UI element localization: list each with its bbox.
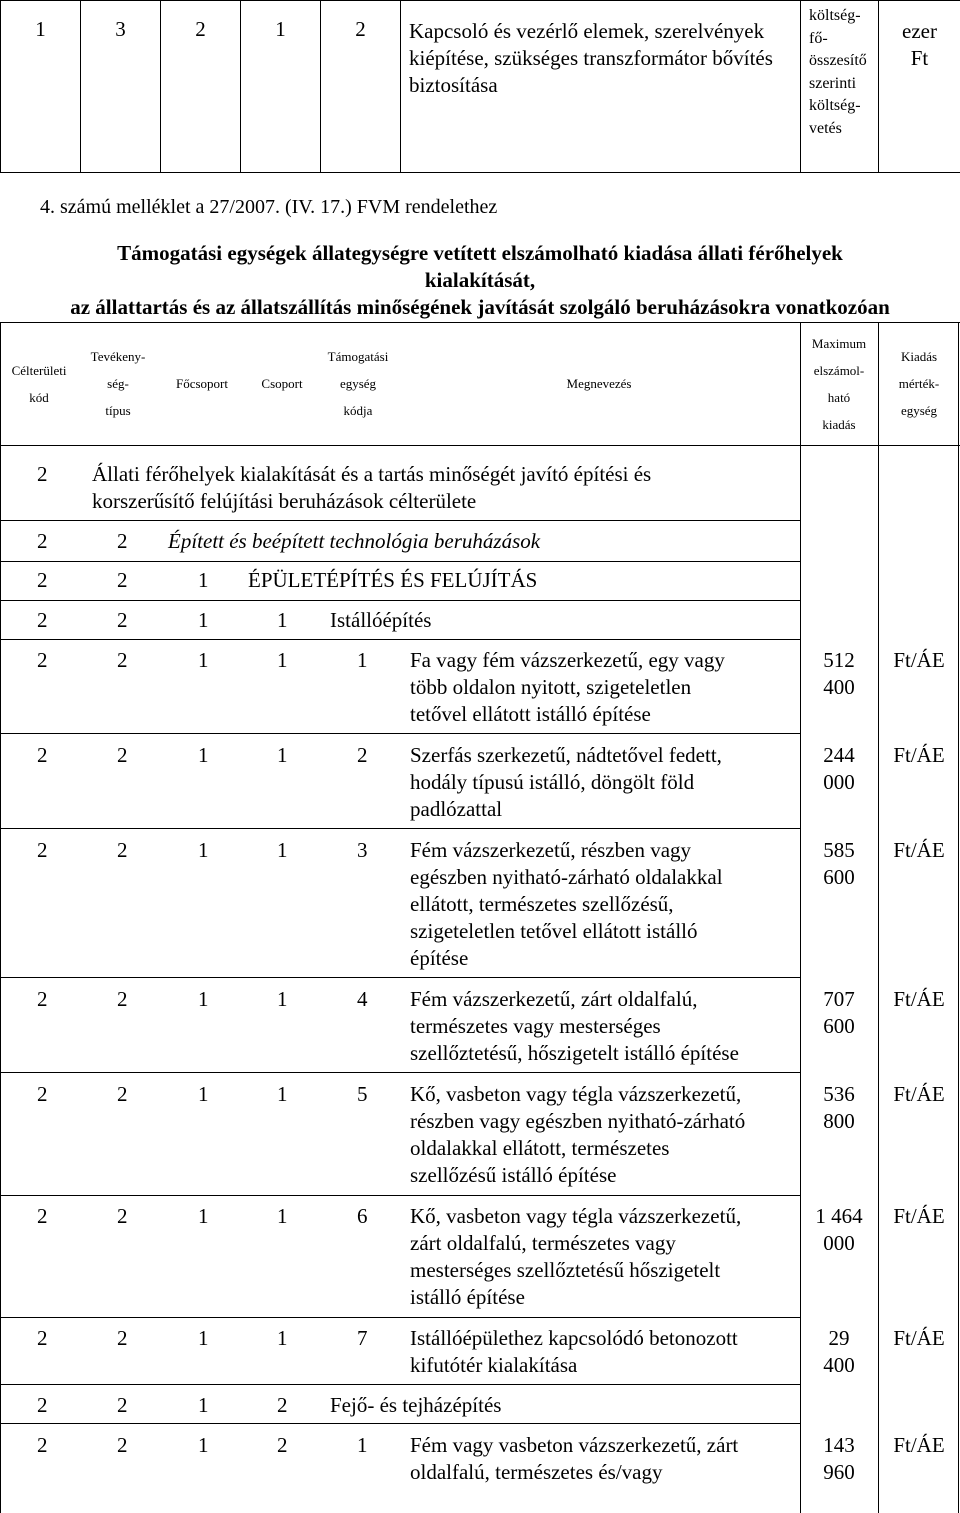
top-code-4: 1 (241, 1, 321, 173)
amount-cell: 29 400 (823, 1326, 855, 1377)
unit-cell: Ft/ÁE (893, 1433, 945, 1457)
code-cell: 2 (117, 1433, 128, 1457)
code-cell: 1 (198, 1326, 209, 1350)
code-cell: 1 (277, 1082, 288, 1106)
amount-cell: 707 600 (823, 987, 855, 1038)
row-description: Épített és beépített technológia beruházások (168, 529, 541, 553)
code-cell: 1 (198, 743, 209, 767)
header-kiadas: Kiadás mérték- egység (898, 349, 940, 418)
top-code-3: 2 (161, 1, 241, 173)
top-budget-cell (801, 1, 879, 173)
code-cell: 1 (198, 987, 209, 1011)
row-description: Kő, vasbeton vagy tégla vázszerkezetű, zárt oldalfalú, természetes vagy mesterséges szellőztetésű hőszigetelt istálló építése (410, 1204, 742, 1309)
code-cell: 2 (117, 743, 128, 767)
budget-line: vetés (809, 119, 842, 137)
grid-line (0, 600, 800, 601)
row-description: Fém vázszerkezetű, részben vagy egészben nyitható-zárható oldalakkal ellátott, természetes szellőzésű, szigeteletlen tetővel ellátott istálló építése (410, 838, 723, 970)
code-cell: 2 (37, 838, 48, 862)
budget-line: költség- (809, 7, 861, 24)
code-cell: 2 (37, 1433, 48, 1457)
title-line: Támogatási egységek állategységre vetített elszámolható kiadása állati férőhelyek (117, 241, 843, 265)
row-description: Fa vagy fém vázszerkezetű, egy vagy több oldalon nyitott, szigeteletlen tetővel ellátott istálló építése (410, 648, 725, 726)
amount-cell: 1 464 000 (815, 1204, 863, 1255)
grid-line (0, 1423, 800, 1424)
code-cell: 1 (357, 648, 368, 672)
top-unit-cell (879, 1, 960, 173)
table-header (0, 322, 960, 445)
code-cell: 2 (37, 743, 48, 767)
code-cell: 1 (198, 838, 209, 862)
grid-line (0, 733, 800, 734)
title-line: kialakítását, (424, 268, 536, 292)
code-cell: 2 (117, 1082, 128, 1106)
top-description: Kapcsoló és vezérlő elemek, szerelvények kiépítése, szükséges transzformátor bővítés biztosítása (401, 1, 801, 173)
code-cell: 1 (198, 608, 209, 632)
amount-cell: 244 000 (823, 743, 855, 794)
code-cell: 2 (37, 987, 48, 1011)
annex-subtitle: 4. számú melléklet a 27/2007. (IV. 17.) FVM rendelethez (40, 196, 498, 218)
grid-line (0, 828, 800, 829)
code-cell: 3 (357, 838, 368, 862)
code-cell: 2 (37, 648, 48, 672)
header-tamogatasi: Támogatási egység kódja (327, 349, 389, 418)
row-description: Állati férőhelyek kialakítását és a tartás minőségét javító építési és korszerűsítő felújítási beruházások célterülete (92, 462, 652, 513)
amount-cell: 143 960 (823, 1433, 855, 1484)
budget-line: fő- (809, 29, 828, 47)
code-cell: 2 (117, 1204, 128, 1228)
code-cell: 1 (277, 1326, 288, 1350)
row-description: ÉPÜLETÉPÍTÉS ÉS FELÚJÍTÁS (248, 568, 538, 592)
grid-line (0, 1384, 800, 1385)
code-cell: 1 (277, 838, 288, 862)
code-cell: 1 (277, 648, 288, 672)
grid-line (0, 1072, 800, 1073)
code-cell: 1 (277, 743, 288, 767)
unit-cell: Ft/ÁE (893, 743, 945, 767)
code-cell: 1 (277, 987, 288, 1011)
grid-line (0, 561, 800, 562)
code-cell: 2 (117, 608, 128, 632)
amount-cell: 536 800 (823, 1082, 855, 1133)
code-cell: 1 (198, 648, 209, 672)
header-tevekenyseg: Tevékeny- ség- típus (90, 349, 146, 418)
unit-line: Ft (910, 46, 929, 70)
row-description: Szerfás szerkezetű, nádtetővel fedett, hodály típusú istálló, döngölt föld padlózattal (410, 743, 722, 821)
code-cell: 7 (357, 1326, 368, 1350)
code-cell: 1 (198, 1082, 209, 1106)
top-table (0, 0, 960, 173)
code-cell: 2 (37, 1204, 48, 1228)
code-cell: 2 (37, 568, 48, 592)
grid-line (0, 520, 800, 521)
code-cell: 2 (37, 529, 48, 553)
code-cell: 2 (37, 462, 48, 486)
grid-line (0, 445, 960, 446)
unit-cell: Ft/ÁE (893, 1082, 945, 1106)
header-focsoport: Főcsoport (176, 376, 228, 391)
code-cell: 2 (37, 1326, 48, 1350)
grid-line (0, 1195, 800, 1196)
top-row (1, 1, 960, 173)
header-maximum: Maximum elszámol- ható kiadás (811, 335, 867, 432)
code-cell: 1 (198, 568, 209, 592)
code-cell: 1 (198, 1433, 209, 1457)
code-cell: 6 (357, 1204, 368, 1228)
amount-cell: 512 400 (823, 648, 855, 699)
grid-line (0, 639, 800, 640)
code-cell: 2 (37, 1082, 48, 1106)
unit-cell: Ft/ÁE (893, 987, 945, 1011)
code-cell: 2 (277, 1393, 288, 1417)
top-code-5: 2 (321, 1, 401, 173)
code-cell: 2 (37, 608, 48, 632)
unit-line: ezer (902, 19, 937, 43)
grid-line (0, 1317, 800, 1318)
row-description: Fejő- és tejházépítés (330, 1393, 502, 1417)
header-celteruleti: Célterületi kód (11, 362, 67, 405)
code-cell: 1 (357, 1433, 368, 1457)
grid-line (0, 977, 800, 978)
header-megnevezes: Megnevezés (566, 376, 632, 391)
code-cell: 2 (117, 648, 128, 672)
code-cell: 2 (117, 1393, 128, 1417)
grid-line (0, 322, 1, 1513)
row-description: Istállóépítés (330, 608, 432, 632)
top-code-2: 3 (81, 1, 161, 173)
title-line: az állattartás és az állatszállítás minőségének javítását szolgáló beruházásokra vonatkozóan (70, 295, 890, 319)
unit-cell: Ft/ÁE (893, 1204, 945, 1228)
code-cell: 2 (37, 1393, 48, 1417)
budget-line: szerinti (809, 74, 857, 92)
code-cell: 1 (277, 1204, 288, 1228)
top-code-1: 1 (1, 1, 81, 173)
code-cell: 2 (117, 568, 128, 592)
code-cell: 2 (117, 987, 128, 1011)
code-cell: 2 (117, 529, 128, 553)
header-csoport: Csoport (261, 376, 303, 391)
code-cell: 5 (357, 1082, 368, 1106)
unit-cell: Ft/ÁE (893, 838, 945, 862)
code-cell: 1 (277, 608, 288, 632)
code-cell: 2 (117, 838, 128, 862)
row-description: Fém vázszerkezetű, zárt oldalfalú, természetes vagy mesterséges szellőztetésű, hőszigetelt istálló építése (410, 987, 739, 1065)
code-cell: 4 (357, 987, 368, 1011)
code-cell: 2 (357, 743, 368, 767)
code-cell: 1 (198, 1204, 209, 1228)
page-title (0, 240, 960, 321)
row-description: Istállóépülethez kapcsolódó betonozott kifutótér kialakítása (410, 1326, 738, 1377)
code-cell: 2 (117, 1326, 128, 1350)
unit-cell: Ft/ÁE (893, 648, 945, 672)
code-cell: 2 (277, 1433, 288, 1457)
code-cell: 1 (198, 1393, 209, 1417)
budget-line: összesítő (809, 52, 867, 69)
row-description: Fém vagy vasbeton vázszerkezetű, zárt oldalfalú, természetes és/vagy (410, 1433, 739, 1484)
budget-line: költség- (809, 97, 861, 114)
row-description: Kő, vasbeton vagy tégla vázszerkezetű, részben vagy egészben nyitható-zárható oldalakkal ellátott, természetes szellőzésű istálló építése (410, 1082, 746, 1187)
unit-cell: Ft/ÁE (893, 1326, 945, 1350)
amount-cell: 585 600 (823, 838, 855, 889)
